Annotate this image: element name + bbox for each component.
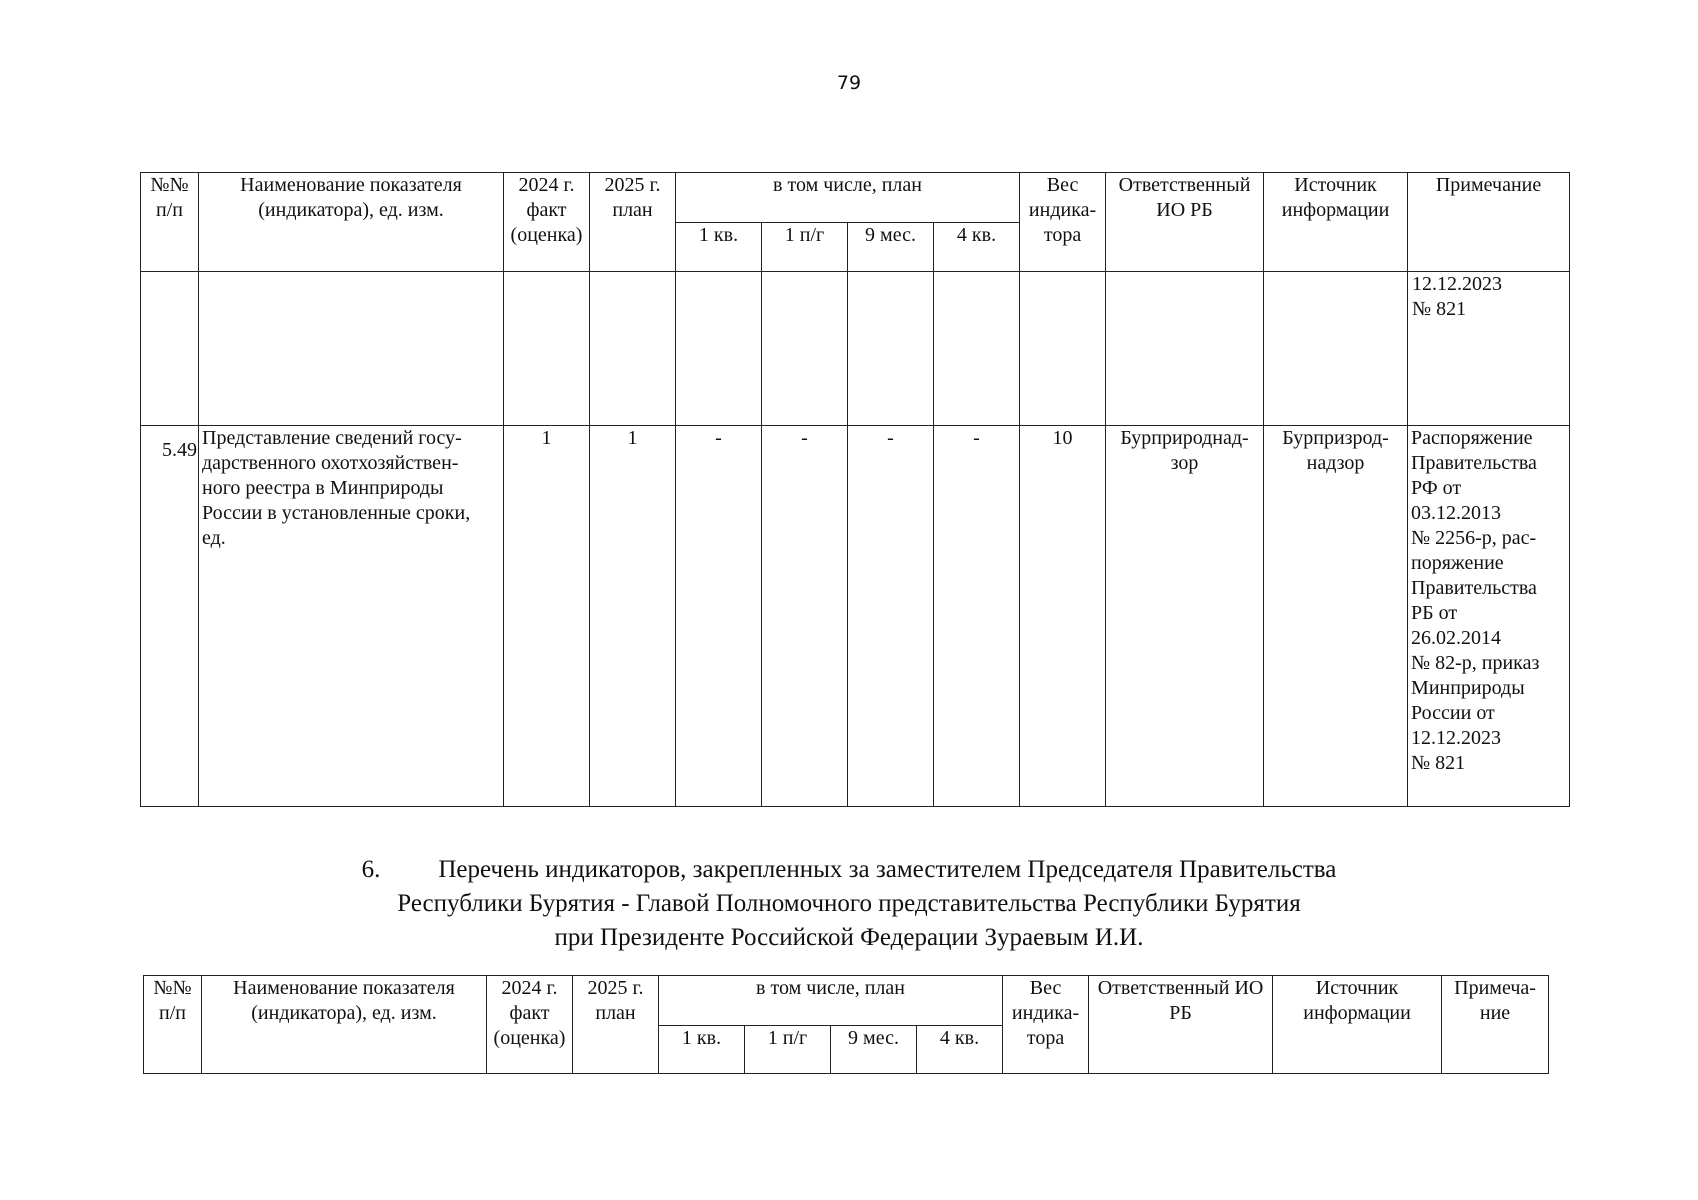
row-name — [199, 272, 504, 426]
row-responsible — [1106, 426, 1264, 807]
header-note-text: Примеча-ние — [1454, 977, 1536, 1024]
row-num — [141, 426, 199, 807]
row-source-text: Бурпризрод- надзор — [1282, 427, 1389, 474]
header-fact-2024 — [487, 976, 573, 1074]
header-num-text: №№ п/п — [150, 174, 189, 221]
header-fact-2024 — [504, 173, 590, 272]
row-h1 — [762, 426, 848, 807]
row-plan-2025 — [590, 426, 676, 807]
table-row — [141, 426, 1570, 807]
row-q1 — [676, 426, 762, 807]
row-q1-text: - — [715, 427, 722, 449]
row-fact-2024-text: 1 — [541, 427, 552, 449]
header-incl-plan — [676, 173, 1020, 223]
row-responsible — [1106, 272, 1264, 426]
header-fact-2024-text: 2024 г. факт (оценка) — [493, 977, 566, 1049]
row-9m — [848, 272, 934, 426]
header-h1: 1 п/г — [745, 1026, 831, 1074]
header-plan-2025 — [573, 976, 659, 1074]
header-num-text: №№ п/п — [153, 977, 192, 1024]
header-source — [1273, 976, 1442, 1074]
header-incl-plan — [659, 976, 1003, 1026]
section-title-line-3: при Президенте Российской Федерации Зураевым И.И. — [554, 924, 1144, 951]
header-source — [1264, 173, 1408, 272]
indicators-table-continued — [140, 172, 1570, 807]
header-name — [199, 173, 504, 272]
row-q1 — [676, 272, 762, 426]
row-note-text: 12.12.2023 № 821 — [1412, 273, 1503, 320]
header-h1: 1 п/г — [762, 223, 848, 272]
header-q4: 4 кв. — [934, 223, 1020, 272]
row-h1 — [762, 272, 848, 426]
header-weight — [1020, 173, 1106, 272]
header-q4: 4 кв. — [917, 1026, 1003, 1074]
row-num — [141, 272, 199, 426]
row-name-text: Представление сведений госу- дарственного охотхозяйствен- ного реестра в Минприроды России в установленные сроки, ед. — [202, 427, 471, 549]
header-note — [1408, 173, 1570, 272]
row-plan-2025-text: 1 — [627, 427, 638, 449]
section-number: 6. — [361, 856, 381, 883]
header-incl-plan-text: в том числе, план — [756, 977, 905, 999]
header-responsible — [1106, 173, 1264, 272]
header-9m: 9 мес. — [848, 223, 934, 272]
row-weight — [1020, 426, 1106, 807]
row-q4-text: - — [973, 427, 980, 449]
section-heading-line-1 — [0, 853, 1698, 887]
section-title-line-1: Перечень индикаторов, закрепленных за заместителем Председателя Правительства — [438, 856, 1337, 883]
header-fact-2024-text: 2024 г. факт (оценка) — [510, 174, 583, 246]
row-h1-text: - — [801, 427, 808, 449]
header-name-text: Наименование показателя (индикатора), ед. изм. — [233, 977, 455, 1024]
header-name — [202, 976, 487, 1074]
row-plan-2025 — [590, 272, 676, 426]
row-source — [1264, 272, 1408, 426]
header-incl-plan-text: в том числе, план — [773, 174, 922, 196]
header-q1: 1 кв. — [659, 1026, 745, 1074]
row-source — [1264, 426, 1408, 807]
row-note — [1408, 426, 1570, 807]
row-weight — [1020, 272, 1106, 426]
header-9m: 9 мес. — [831, 1026, 917, 1074]
header-weight — [1003, 976, 1089, 1074]
header-source-text: Источник информации — [1281, 174, 1390, 221]
row-note-text: Распоряжение Правительства РФ от 03.12.2013 № 2256-р, рас- поряжение Правительства РБ от 26.02.2014 № 82-р, приказ Минприроды России от 12.12.2023 № 821 — [1411, 427, 1540, 774]
header-num — [144, 976, 202, 1074]
section-heading — [0, 853, 1698, 955]
header-q1: 1 кв. — [676, 223, 762, 272]
header-weight-text: Вес индика-тора — [1028, 174, 1097, 246]
row-note — [1408, 272, 1570, 426]
row-9m-text: - — [887, 427, 894, 449]
header-plan-2025-text: 2025 г. план — [604, 174, 661, 221]
header-num — [141, 173, 199, 272]
row-fact-2024 — [504, 272, 590, 426]
row-9m — [848, 426, 934, 807]
section-title-line-2: Республики Бурятия - Главой Полномочного представительства Республики Бурятия — [397, 890, 1301, 917]
header-plan-2025-text: 2025 г. план — [587, 977, 644, 1024]
row-weight-text: 10 — [1052, 427, 1073, 449]
header-weight-text: Вес индика-тора — [1011, 977, 1080, 1049]
header-name-text: Наименование показателя (индикатора), ед. изм. — [240, 174, 462, 221]
page-number: 79 — [836, 72, 862, 94]
row-responsible-text: Бурприроднад- зор — [1120, 427, 1249, 474]
header-source-text: Источник информации — [1303, 977, 1411, 1024]
header-plan-2025 — [590, 173, 676, 272]
header-responsible-text: Ответственный ИО РБ — [1118, 174, 1251, 221]
header-note-text: Примечание — [1435, 174, 1542, 196]
table-row — [141, 272, 1570, 426]
header-responsible — [1089, 976, 1273, 1074]
row-q4 — [934, 426, 1020, 807]
header-responsible-text: Ответственный ИО РБ — [1097, 977, 1264, 1024]
row-q4 — [934, 272, 1020, 426]
row-fact-2024 — [504, 426, 590, 807]
header-note — [1442, 976, 1549, 1074]
row-num-text: 5.49 — [162, 439, 197, 461]
row-name — [199, 426, 504, 807]
indicators-table-section-6 — [143, 975, 1549, 1074]
